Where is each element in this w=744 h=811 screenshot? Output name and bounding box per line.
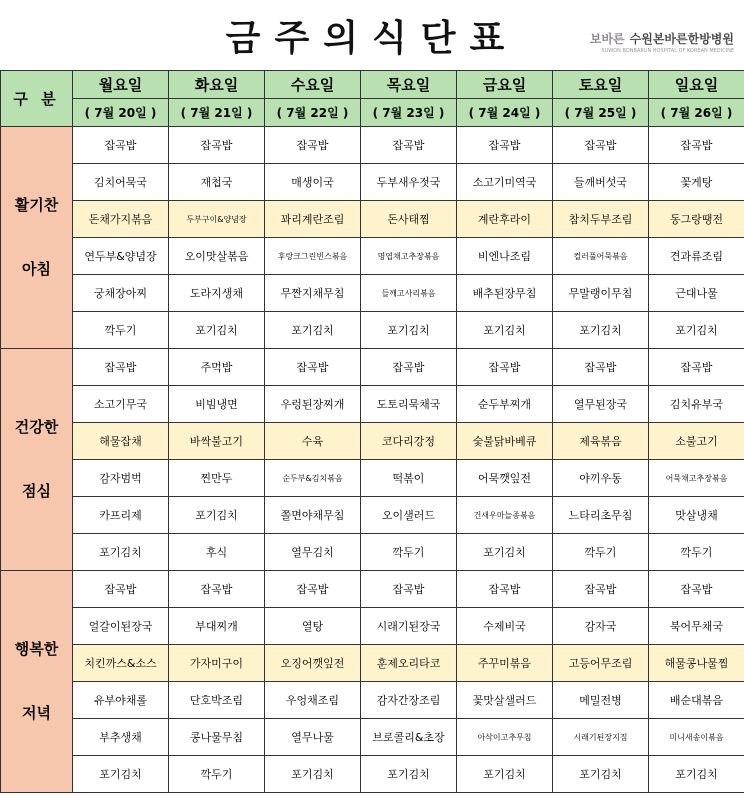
menu-cell: 해물잡채 [73,423,169,460]
menu-row [1,497,744,534]
menu-row [1,682,744,719]
menu-cell: 포기김치 [265,312,361,349]
menu-cell: 열무김치 [265,534,361,571]
menu-row [1,127,744,164]
menu-cell: 잡곡밥 [265,571,361,608]
menu-cell: 잡곡밥 [553,571,649,608]
logo-subtitle: SUWON BONBARUN HOSPITAL OF KOREAN MEDICINE [601,48,734,54]
meal-label-top: 건강한 [14,418,59,436]
menu-cell: 맛살냉채 [649,497,744,534]
menu-cell: 쫄면야채무침 [265,497,361,534]
menu-cell: 오이샐러드 [361,497,457,534]
menu-cell: 깍두기 [553,534,649,571]
menu-row [1,719,744,756]
menu-row [1,645,744,682]
menu-cell: 깍두기 [361,534,457,571]
meal-label-top: 행복한 [14,640,59,658]
menu-cell: 순두부&김치볶음 [265,460,361,497]
menu-cell: 김치유부국 [649,386,744,423]
menu-cell: 야끼우동 [553,460,649,497]
menu-cell: 잡곡밥 [73,127,169,164]
logo-mark: 보바른 [589,32,625,46]
menu-cell: 얼갈이된장국 [73,608,169,645]
date-header: ( 7월 21일 ) [169,99,265,127]
menu-row [1,238,744,275]
menu-cell: 해물콩나물찜 [649,645,744,682]
menu-cell: 잡곡밥 [361,349,457,386]
menu-cell: 제육볶음 [553,423,649,460]
menu-cell: 시래기된장지짐 [553,719,649,756]
menu-cell: 북어무채국 [649,608,744,645]
menu-cell: 근대나물 [649,275,744,312]
menu-cell: 들깨버섯국 [553,164,649,201]
menu-cell: 열무나물 [265,719,361,756]
meal-label-top: 활기찬 [14,196,59,214]
menu-cell: 콩나물무침 [169,719,265,756]
menu-cell: 배추된장무침 [457,275,553,312]
menu-cell: 감자간장조림 [361,682,457,719]
menu-row [1,534,744,571]
meal-label-bottom: 저녁 [22,703,51,722]
menu-row [1,386,744,423]
menu-cell: 수제비국 [457,608,553,645]
menu-cell: 숯불닭바베큐 [457,423,553,460]
menu-cell: 브로콜리&초장 [361,719,457,756]
menu-cell: 재첩국 [169,164,265,201]
menu-cell: 포기김치 [169,312,265,349]
menu-cell: 우렁된장찌개 [265,386,361,423]
menu-cell: 아삭이고추무침 [457,719,553,756]
menu-cell: 무짠지채무침 [265,275,361,312]
menu-cell: 포기김치 [361,312,457,349]
menu-cell: 열무된장국 [553,386,649,423]
menu-cell: 어묵깻잎전 [457,460,553,497]
menu-cell: 치킨까스&소스 [73,645,169,682]
date-header: ( 7월 25일 ) [553,99,649,127]
day-header: 월요일 [73,71,169,99]
date-header: ( 7월 20일 ) [73,99,169,127]
menu-row [1,275,744,312]
menu-cell: 부추생채 [73,719,169,756]
menu-cell: 계란후라이 [457,201,553,238]
menu-cell: 잡곡밥 [169,127,265,164]
meal-label [1,127,73,349]
date-header: ( 7월 26일 ) [649,99,744,127]
menu-row [1,201,744,238]
menu-cell: 배순대볶음 [649,682,744,719]
menu-cell: 두부새우젓국 [361,164,457,201]
menu-cell: 꽈리계란조림 [265,201,361,238]
menu-cell: 어묵채고추장볶음 [649,460,744,497]
menu-cell: 포기김치 [649,312,744,349]
menu-cell: 견과류조림 [649,238,744,275]
menu-cell: 꽃게탕 [649,164,744,201]
meal-label [1,571,73,793]
menu-cell: 소불고기 [649,423,744,460]
menu-cell: 바싹불고기 [169,423,265,460]
day-header: 목요일 [361,71,457,99]
menu-cell: 깍두기 [169,756,265,793]
day-header: 일요일 [649,71,744,99]
menu-cell: 궁채장아찌 [73,275,169,312]
menu-cell: 꽃맛살샐러드 [457,682,553,719]
menu-cell: 도토리묵채국 [361,386,457,423]
menu-cell: 소고기미역국 [457,164,553,201]
day-header: 화요일 [169,71,265,99]
menu-cell: 깍두기 [649,534,744,571]
hospital-logo [590,30,734,47]
menu-cell: 잡곡밥 [553,349,649,386]
menu-cell: 주먹밥 [169,349,265,386]
menu-cell: 포기김치 [361,756,457,793]
menu-cell: 느타리초무침 [553,497,649,534]
menu-cell: 잡곡밥 [73,571,169,608]
menu-cell: 후식 [169,534,265,571]
logo-name: 수원본바른한방병원 [629,32,734,46]
menu-cell: 잡곡밥 [649,571,744,608]
menu-cell: 연두부&양념장 [73,238,169,275]
menu-cell: 들깨고사리볶음 [361,275,457,312]
menu-cell: 후랑크그린빈스볶음 [265,238,361,275]
menu-cell: 포기김치 [73,534,169,571]
menu-cell: 포기김치 [457,756,553,793]
menu-cell: 컬러풀어묵볶음 [553,238,649,275]
title-bar [0,0,744,70]
menu-cell: 메밀전병 [553,682,649,719]
menu-cell: 가자미구이 [169,645,265,682]
menu-row [1,571,744,608]
meal-label-bottom: 아침 [22,259,51,278]
menu-cell: 소고기무국 [73,386,169,423]
page-title: 금주의식단표 [225,18,519,59]
menu-cell: 잡곡밥 [265,127,361,164]
menu-cell: 찐만두 [169,460,265,497]
date-header: ( 7월 23일 ) [361,99,457,127]
menu-cell: 코다리강정 [361,423,457,460]
menu-cell: 잡곡밥 [361,571,457,608]
menu-cell: 오징어깻잎전 [265,645,361,682]
menu-cell: 무말랭이무침 [553,275,649,312]
menu-cell: 잡곡밥 [361,127,457,164]
date-header: ( 7월 24일 ) [457,99,553,127]
day-header: 금요일 [457,71,553,99]
menu-cell: 두부구이&양념장 [169,201,265,238]
menu-cell: 잡곡밥 [457,349,553,386]
menu-cell: 수육 [265,423,361,460]
menu-cell: 미니새송이볶음 [649,719,744,756]
menu-cell: 유부야채롤 [73,682,169,719]
date-header: ( 7월 22일 ) [265,99,361,127]
day-header: 토요일 [553,71,649,99]
day-header: 수요일 [265,71,361,99]
weekly-menu-table [0,70,744,793]
menu-cell: 훈제오리타코 [361,645,457,682]
menu-cell: 부대찌개 [169,608,265,645]
menu-cell: 돈사태찜 [361,201,457,238]
menu-cell: 포기김치 [457,312,553,349]
menu-row [1,608,744,645]
menu-cell: 잡곡밥 [457,571,553,608]
menu-cell: 매생이국 [265,164,361,201]
meal-label [1,349,73,571]
menu-cell: 잡곡밥 [265,349,361,386]
menu-cell: 주꾸미볶음 [457,645,553,682]
menu-cell: 단호박조림 [169,682,265,719]
menu-cell: 잡곡밥 [553,127,649,164]
menu-cell: 돈채가지볶음 [73,201,169,238]
menu-cell: 잡곡밥 [457,127,553,164]
menu-cell: 우엉채조림 [265,682,361,719]
menu-cell: 포기김치 [649,756,744,793]
meal-label-bottom: 점심 [22,481,51,500]
menu-cell: 깍두기 [73,312,169,349]
menu-cell: 포기김치 [553,756,649,793]
menu-cell: 김치어묵국 [73,164,169,201]
menu-cell: 참치두부조림 [553,201,649,238]
corner-header: 구 분 [1,71,73,127]
menu-cell: 카프리제 [73,497,169,534]
menu-cell: 포기김치 [73,756,169,793]
menu-cell: 잡곡밥 [649,349,744,386]
menu-cell: 동그랑땡전 [649,201,744,238]
menu-cell: 비엔나조림 [457,238,553,275]
menu-cell: 감자범벅 [73,460,169,497]
menu-cell: 도라지생채 [169,275,265,312]
menu-cell: 열탕 [265,608,361,645]
menu-cell: 시래기된장국 [361,608,457,645]
menu-row [1,423,744,460]
menu-cell: 건새우마늘종볶음 [457,497,553,534]
menu-cell: 고등어무조림 [553,645,649,682]
menu-cell: 오이맛살볶음 [169,238,265,275]
menu-cell: 포기김치 [265,756,361,793]
menu-row [1,164,744,201]
menu-row [1,312,744,349]
menu-cell: 잡곡밥 [73,349,169,386]
menu-cell: 명엽채고추장볶음 [361,238,457,275]
menu-row [1,756,744,793]
menu-cell: 감자국 [553,608,649,645]
menu-row [1,460,744,497]
menu-cell: 비빔냉면 [169,386,265,423]
menu-cell: 포기김치 [553,312,649,349]
menu-cell: 잡곡밥 [169,571,265,608]
menu-cell: 포기김치 [457,534,553,571]
menu-cell: 포기김치 [169,497,265,534]
menu-row [1,349,744,386]
menu-cell: 떡볶이 [361,460,457,497]
menu-cell: 잡곡밥 [649,127,744,164]
menu-cell: 순두부찌개 [457,386,553,423]
